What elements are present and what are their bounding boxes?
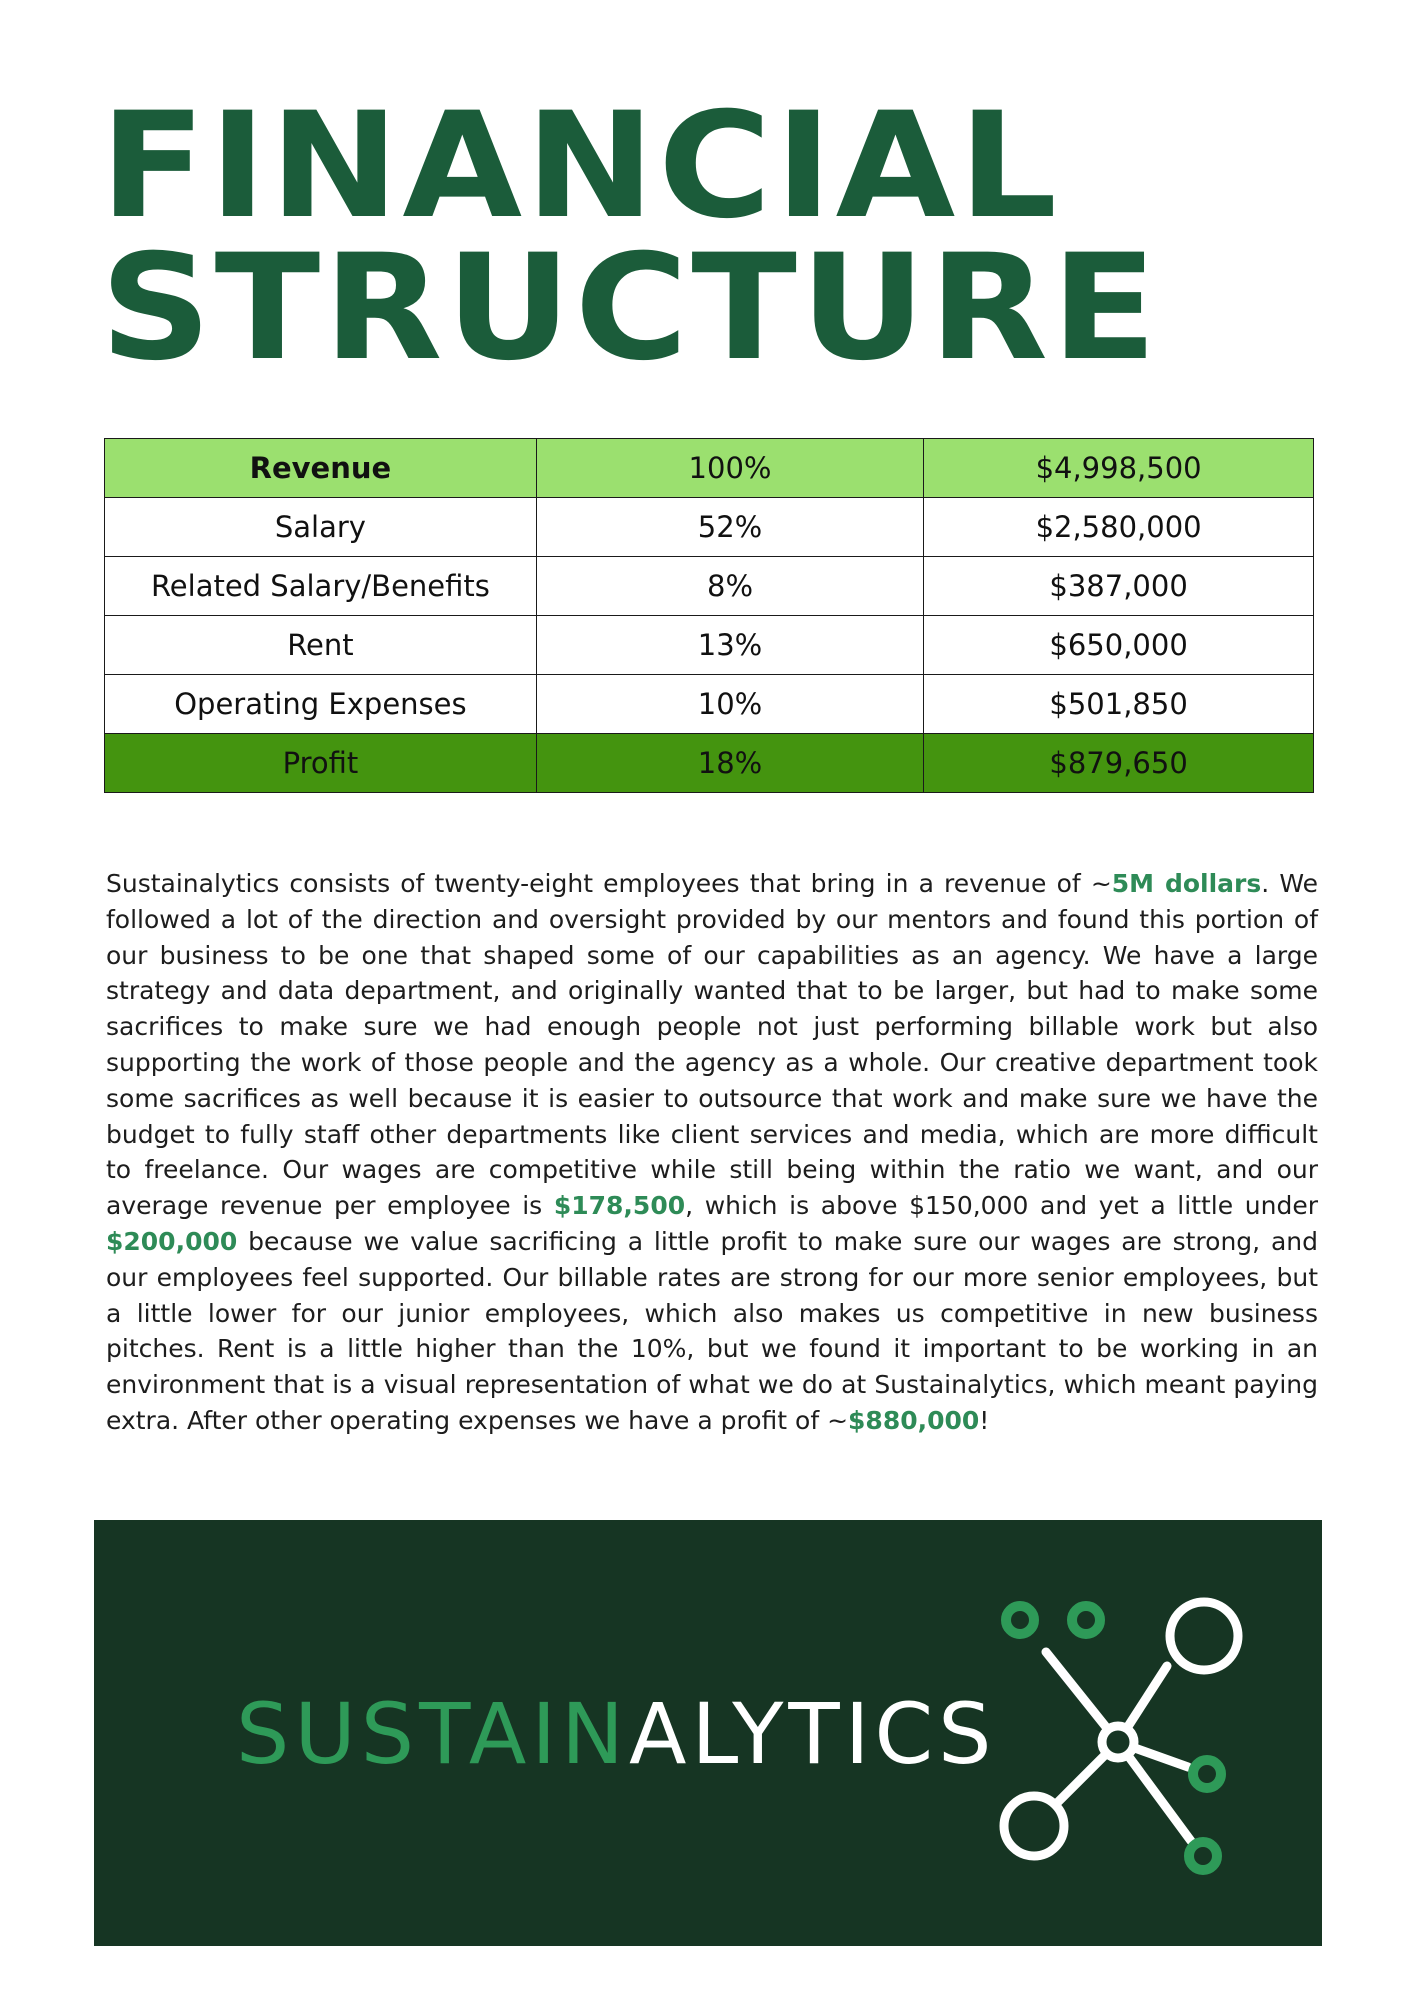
brand-wordmark — [236, 1684, 996, 1784]
highlight-revenue-per-employee: $178,500 — [553, 1191, 686, 1221]
row-amount: $4,998,500 — [924, 439, 1314, 498]
row-percent: 100% — [536, 439, 923, 498]
brand-wordmark-part-1: SUSTAIN — [236, 1685, 629, 1783]
table-row-revenue — [105, 439, 1314, 498]
page-title — [100, 81, 1161, 393]
highlight-profit: $880,000 — [848, 1405, 980, 1435]
body-paragraph — [106, 866, 1318, 1439]
page-title-line-1: FINANCIAL — [100, 81, 1061, 251]
page-title-line-2: STRUCTURE — [100, 223, 1161, 393]
brand-wordmark-part-2: ALYTICS — [628, 1685, 997, 1783]
table-row-benefits — [105, 557, 1314, 616]
row-amount: $650,000 — [924, 616, 1314, 675]
table-row-salary — [105, 498, 1314, 557]
row-percent: 13% — [536, 616, 923, 675]
row-percent: 18% — [536, 734, 923, 793]
row-label: Revenue — [105, 439, 537, 498]
body-text-segment: ! — [979, 1405, 990, 1435]
highlight-benchmark: $200,000 — [106, 1226, 238, 1256]
row-amount: $879,650 — [924, 734, 1314, 793]
brand-banner — [94, 1520, 1322, 1946]
body-text-segment: . We followed a lot of the direction and oversight provided by our mentors and found this portion of our business to be one that shaped some of our capabilities as an agency. We have a large strategy and data department, and originally wanted that to be larger, but had to make some sacrifices to make sure we had enough people not just performing billable work but also supporting the work of those people and the agency as a whole. Our creative department took some sacrifices as well because it is easier to outsource that work and make sure we have the budget to fully staff other departments like client services and media, which are more difficult to freelance. Our wages are competitive while still being within the ratio we want, and our average revenue per employee is — [106, 869, 1319, 1221]
row-percent: 10% — [536, 675, 923, 734]
financial-table — [104, 438, 1314, 793]
body-text-segment: Sustainalytics consists of twenty-eight employees that bring in a revenue of ~ — [106, 869, 1112, 898]
table-row-operating-expenses — [105, 675, 1314, 734]
row-label: Related Salary/Benefits — [105, 557, 537, 616]
network-nodes-icon — [964, 1572, 1304, 1912]
row-label: Rent — [105, 616, 537, 675]
highlight-revenue: 5M dollars — [1111, 869, 1262, 898]
table-row-rent — [105, 616, 1314, 675]
row-amount: $2,580,000 — [924, 498, 1314, 557]
row-label: Profit — [105, 734, 537, 793]
row-percent: 52% — [536, 498, 923, 557]
row-percent: 8% — [536, 557, 923, 616]
body-text-segment: , which is above $150,000 and yet a little under — [685, 1191, 1318, 1221]
row-label: Operating Expenses — [105, 675, 537, 734]
row-label: Salary — [105, 498, 537, 557]
row-amount: $501,850 — [924, 675, 1314, 734]
table-row-profit — [105, 734, 1314, 793]
row-amount: $387,000 — [924, 557, 1314, 616]
body-text-segment: because we value sacrificing a little profit to make sure our wages are strong, and our employees feel supported. Our billable rates are strong for our more senior employees, but a little lower for our junior employees, which also makes us competitive in new business pitches. Rent is a little higher than the 10%, but we found it important to be working in an environment that is a visual representation of what we do at Sustainalytics, which meant paying extra. After other operating expenses we have a profit of ~ — [106, 1226, 1318, 1435]
